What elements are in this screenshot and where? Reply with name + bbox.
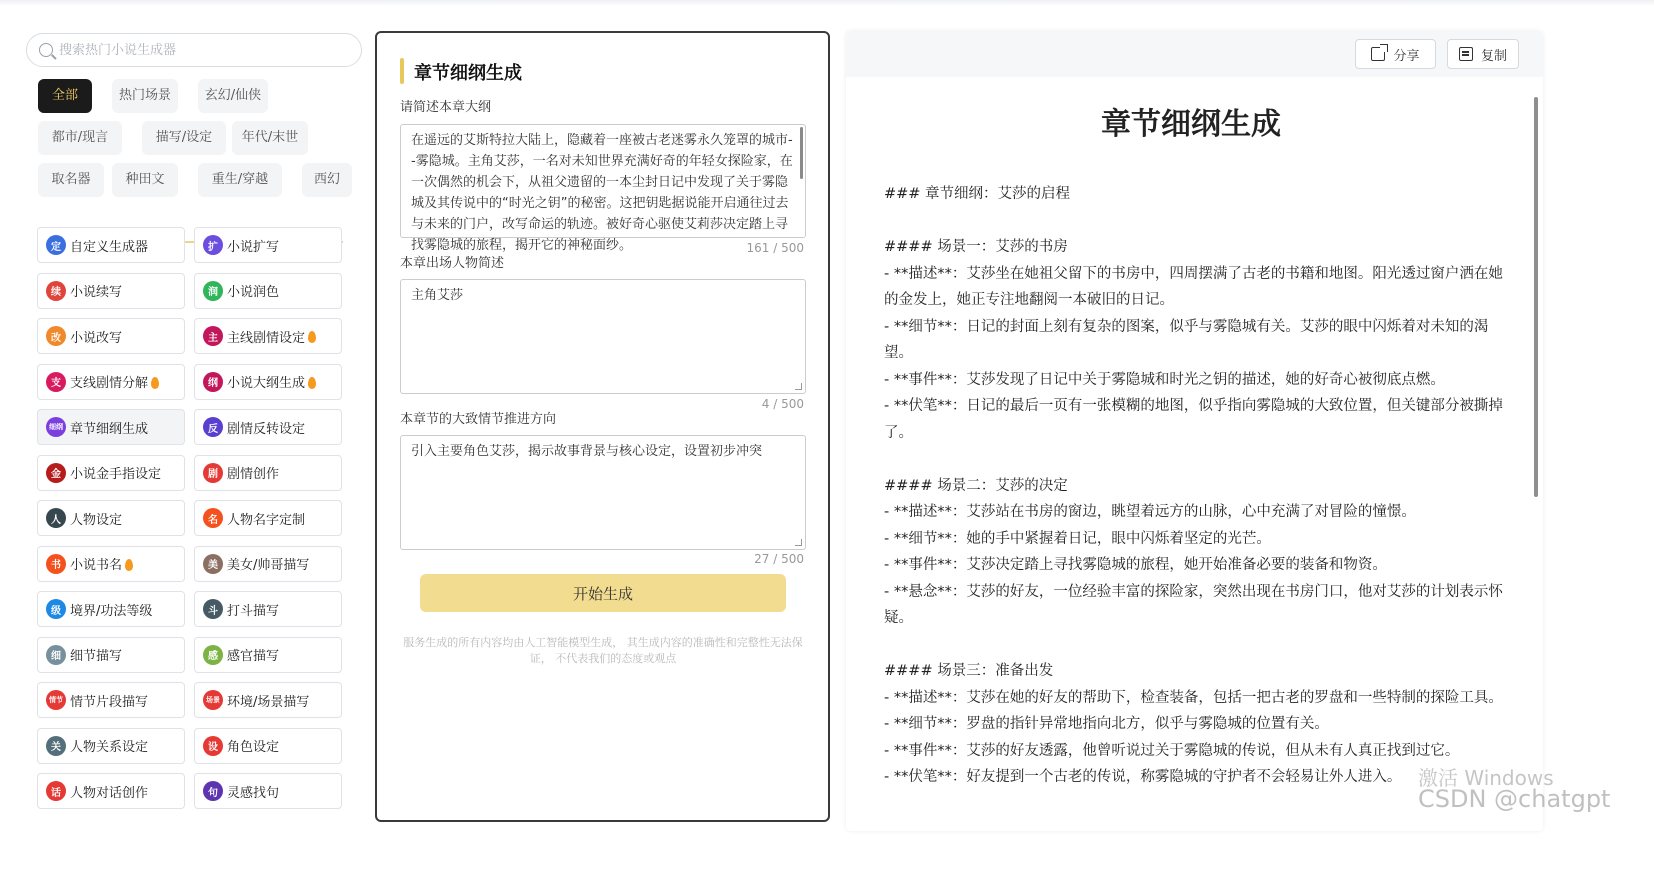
tool-icon: 书	[46, 554, 66, 574]
result-heading-line: #### 场景二：艾莎的决定	[884, 477, 1068, 494]
tool-icon: 句	[203, 781, 223, 801]
result-text-line: - **事件**：艾莎决定踏上寻找雾隐城的旅程，她开始准备必要的装备和物资。	[884, 557, 1387, 573]
tool-item[interactable]	[37, 500, 185, 536]
outline-textarea-scrollbar[interactable]	[800, 127, 803, 179]
tool-label: 小说润色	[227, 285, 280, 300]
tool-item[interactable]	[194, 273, 342, 309]
category-tab[interactable]: 都市/现言	[38, 121, 122, 155]
tool-label: 小说书名	[70, 558, 123, 573]
share-icon	[1371, 47, 1385, 61]
tool-label: 灵感找句	[227, 785, 280, 801]
result-text-line	[884, 446, 1506, 473]
tool-label: 感官描写	[227, 649, 280, 664]
result-heading-line: #### 场景三：准备出发	[884, 663, 1054, 679]
category-tab[interactable]: 重生/穿越	[198, 163, 282, 197]
tool-icon: 金	[46, 463, 66, 483]
tool-label: 剧情反转设定	[227, 421, 306, 437]
characters-textarea[interactable]: 主角艾莎	[400, 279, 806, 394]
hot-fire-icon	[308, 377, 316, 389]
tool-item[interactable]	[194, 455, 342, 491]
outline-char-count: 161 / 500	[746, 241, 804, 255]
category-tab[interactable]: 年代/末世	[232, 121, 308, 155]
category-tab[interactable]: 种田文	[112, 163, 178, 197]
result-text-line: - **伏笔**：好友提到一个古老的传说，称雾隐城的守护者不会轻易让外人进入。	[884, 769, 1402, 785]
plot-direction-char-count: 27 / 500	[754, 552, 804, 566]
tool-icon: 感	[203, 645, 223, 665]
tool-label: 自定义生成器	[70, 239, 149, 255]
category-tab[interactable]: 取名器	[38, 163, 104, 197]
tool-icon: 续	[46, 281, 66, 301]
resize-grip-icon[interactable]	[795, 383, 802, 390]
tool-item[interactable]	[37, 637, 185, 673]
tool-label: 小说续写	[70, 285, 123, 300]
result-scrollbar[interactable]	[1534, 97, 1538, 497]
characters-label: 本章出场人物简述	[400, 256, 505, 271]
hot-fire-icon	[308, 331, 316, 343]
result-toolbar	[846, 31, 1543, 77]
start-generate-button[interactable]: 开始生成	[420, 574, 786, 612]
tool-item[interactable]	[37, 546, 185, 582]
tool-item[interactable]	[194, 500, 342, 536]
result-text-line: - **描述**：艾莎坐在她祖父留下的书房中，四周摆满了古老的书籍和地图。阳光透过窗户洒在她的金发上，她正专注地翻阅一本破旧的日记。	[884, 265, 1503, 308]
tool-label: 小说大纲生成	[227, 376, 306, 391]
share-label: 分享	[1393, 48, 1420, 64]
tool-label: 环境/场景描写	[227, 694, 310, 710]
tool-icon: 斗	[203, 599, 223, 619]
tool-icon: 反	[203, 417, 223, 437]
tool-item[interactable]	[37, 409, 185, 445]
category-tab[interactable]: 西幻	[302, 163, 352, 197]
share-button[interactable]	[1355, 39, 1436, 69]
tool-item[interactable]	[194, 364, 342, 400]
tool-item[interactable]	[37, 455, 185, 491]
category-tab[interactable]: 热门场景	[112, 79, 178, 113]
tool-icon: 话	[46, 781, 66, 801]
tool-item[interactable]	[194, 546, 342, 582]
outline-label: 请简述本章大纲	[400, 100, 492, 115]
category-tab[interactable]: 玄幻/仙侠	[198, 79, 268, 113]
tool-item[interactable]	[194, 591, 342, 627]
tool-label: 人物名字定制	[227, 512, 306, 528]
tool-item[interactable]	[37, 273, 185, 309]
generator-sidebar	[26, 30, 371, 875]
result-text-line: - **细节**：她的手中紧握着日记，眼中闪烁着坚定的光芒。	[884, 530, 1271, 547]
result-text-line	[884, 208, 1506, 235]
tool-icon: 扩	[203, 235, 223, 255]
copy-icon	[1459, 47, 1473, 61]
tool-item[interactable]	[194, 773, 342, 809]
tool-label: 角色设定	[227, 740, 280, 755]
plot-direction-label: 本章节的大致情节推进方向	[400, 412, 557, 427]
tool-icon: 人	[46, 508, 66, 528]
characters-char-count: 4 / 500	[761, 397, 804, 411]
tool-icon: 支	[46, 372, 66, 392]
result-text-line: - **描述**：艾莎在她的好友的帮助下，检查装备，包括一把古老的罗盘和一些特制的探险工具。	[884, 689, 1503, 706]
tool-item[interactable]	[37, 728, 185, 764]
result-title: 章节细纲生成	[1101, 107, 1281, 142]
tool-label: 小说改写	[70, 330, 123, 346]
category-tab[interactable]: 全部	[38, 79, 92, 113]
search-input[interactable]	[59, 43, 329, 58]
tool-item[interactable]	[194, 409, 342, 445]
tool-icon: 关	[46, 736, 66, 756]
tool-label: 情节片段描写	[70, 694, 149, 710]
ai-disclaimer: 服务生成的所有内容均由人工智能模型生成， 其生成内容的准确性和完整性无法保证， 不代表我们的态度或观点	[403, 636, 803, 665]
result-text-line: - **悬念**：艾莎的好友，一位经验丰富的探险家，突然出现在书房门口，他对艾莎的计划表示怀疑。	[884, 583, 1503, 626]
resize-grip-icon[interactable]	[795, 539, 802, 546]
tool-icon: 剧	[203, 463, 223, 483]
result-heading-line: ### 章节细纲：艾莎的启程	[884, 186, 1071, 202]
hot-fire-icon	[125, 559, 133, 571]
tool-icon: 名	[203, 508, 223, 528]
result-text-line: - **伏笔**：日记的最后一页有一张模糊的地图，似乎指向雾隐城的大致位置，但关键部分被撕掉了。	[884, 398, 1503, 441]
search-box[interactable]	[26, 33, 362, 67]
search-icon	[39, 43, 53, 57]
tool-label: 打斗描写	[227, 603, 280, 619]
csdn-watermark: CSDN @chatgpt	[1418, 785, 1611, 813]
tool-icon: 场景	[203, 690, 223, 710]
tool-icon: 设	[203, 736, 223, 756]
tool-item[interactable]	[37, 318, 185, 354]
input-form-panel	[375, 31, 830, 822]
windows-activation-watermark: 激活 Windows	[1418, 766, 1554, 790]
result-text-line	[884, 632, 1506, 659]
tool-label: 剧情创作	[227, 467, 280, 482]
category-tab[interactable]: 描写/设定	[142, 121, 226, 155]
plot-direction-textarea[interactable]: 引入主要角色艾莎，揭示故事背景与核心设定，设置初步冲突	[400, 435, 806, 550]
copy-label: 复制	[1480, 48, 1507, 64]
tool-icon: 情节	[46, 690, 66, 710]
result-panel	[846, 31, 1543, 831]
result-content	[884, 181, 1506, 811]
tool-item[interactable]	[37, 364, 185, 400]
tool-label: 小说金手指设定	[70, 467, 162, 482]
result-heading-line: #### 场景一：艾莎的书房	[884, 239, 1068, 255]
tool-label: 人物关系设定	[70, 740, 149, 755]
result-text-line: - **细节**：罗盘的指针异常地指向北方，似乎与雾隐城的位置有关。	[884, 716, 1329, 732]
result-text-line: - **事件**：艾莎的好友透露，他曾听说过关于雾隐城的传说，但从未有人真正找到过它。	[884, 742, 1460, 759]
tool-label: 支线剧情分解	[70, 376, 149, 391]
tool-icon: 细	[46, 645, 66, 665]
top-shadow	[0, 0, 1654, 6]
tool-item[interactable]	[37, 682, 185, 718]
tool-icon: 细纲	[46, 417, 66, 437]
tool-item[interactable]	[194, 728, 342, 764]
tool-icon: 纲	[203, 372, 223, 392]
result-text-line: - **事件**：艾莎发现了日记中关于雾隐城和时光之钥的描述，她的好奇心被彻底点燃。	[884, 371, 1445, 388]
tool-label: 小说扩写	[227, 239, 280, 255]
tool-label: 细节描写	[70, 649, 123, 664]
tool-item[interactable]	[194, 682, 342, 718]
tool-item[interactable]	[194, 637, 342, 673]
tool-label: 人物设定	[70, 512, 123, 528]
tool-icon: 级	[46, 599, 66, 619]
tool-icon: 美	[203, 554, 223, 574]
tool-item[interactable]	[194, 318, 342, 354]
tool-icon: 主	[203, 326, 223, 346]
tool-item[interactable]	[37, 227, 185, 263]
tool-label: 境界/功法等级	[70, 603, 153, 619]
tool-icon: 改	[46, 326, 66, 346]
tool-item[interactable]	[37, 591, 185, 627]
tool-item[interactable]	[37, 773, 185, 809]
tool-label: 美女/帅哥描写	[227, 558, 310, 573]
title-accent-bar	[400, 58, 404, 84]
result-text-line: - **描述**：艾莎站在书房的窗边，眺望着远方的山脉，心中充满了对冒险的憧憬。	[884, 504, 1416, 520]
tool-icon: 定	[46, 235, 66, 255]
tool-label: 人物对话创作	[70, 785, 149, 801]
outline-textarea[interactable]: 在遥远的艾斯特拉大陆上，隐藏着一座被古老迷雾永久笼罩的城市--雾隐城。主角艾莎，一名对未知世界充满好奇的年轻女探险家，在一次偶然的机会下，从祖父遗留的一本尘封日记中发现了关于雾隐城及其传说中的“时光之钥”的秘密。这把钥匙据说能开启通往过去与未来的门户，改写命运的轨迹。被好奇心驱使艾莉莎决定踏上寻找雾隐城的旅程，揭开它的神秘面纱。	[400, 124, 806, 238]
tool-icon: 润	[203, 281, 223, 301]
form-title: 章节细纲生成	[414, 63, 522, 84]
tool-label: 主线剧情设定	[227, 330, 306, 346]
tool-item[interactable]	[194, 227, 342, 263]
copy-button[interactable]	[1447, 39, 1519, 69]
result-text-line: - **细节**：日记的封面上刻有复杂的图案，似乎与雾隐城有关。艾莎的眼中闪烁着对未知的渴望。	[884, 318, 1489, 361]
tool-label: 章节细纲生成	[70, 421, 149, 437]
hot-fire-icon	[151, 377, 159, 389]
